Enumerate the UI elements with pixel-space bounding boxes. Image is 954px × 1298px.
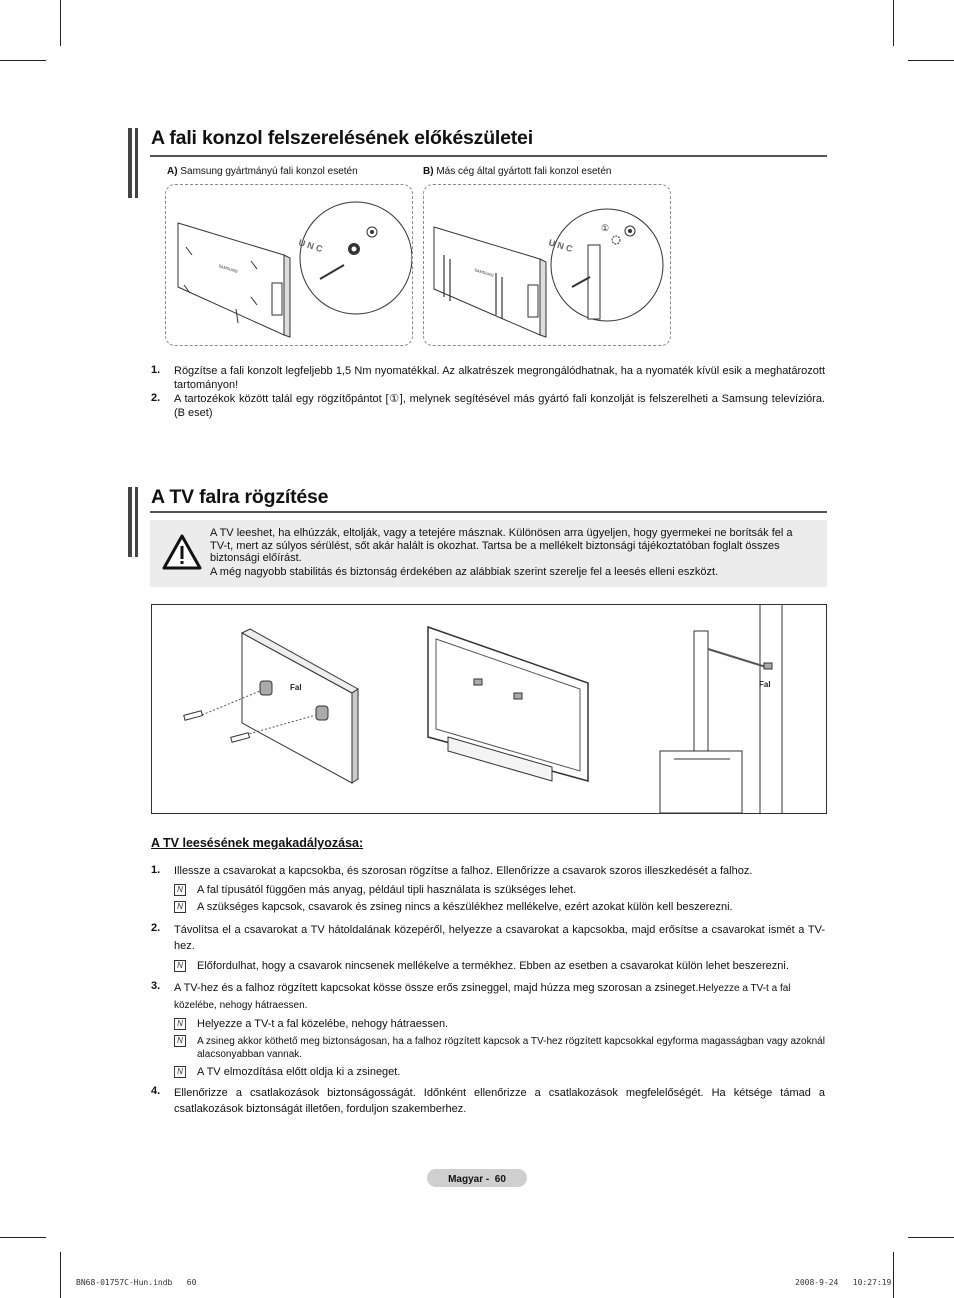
note-icon: N (174, 901, 186, 913)
svg-text:U N C: U N C (297, 237, 324, 255)
crop-mark (908, 60, 954, 61)
warning-text: A még nagyobb stabilitás és biztonság érdekében az alábbiak szerint szerelje fel a leesés elleni eszközt. (210, 566, 719, 578)
illustration-box-a (165, 184, 413, 346)
wall-mount-illustration-a (166, 185, 412, 345)
section-rule (150, 511, 827, 513)
section-marker-bar (135, 128, 138, 198)
section-title: A TV falra rögzítése (151, 486, 329, 508)
note-text: A szükséges kapcsok, csavarok és zsineg nincs a készülékhez mellékelve, ezért azokat külön kell beszerezni. (197, 901, 733, 913)
list-number: 1. (151, 364, 161, 376)
section-marker-bar (135, 487, 138, 557)
note-icon: N (174, 1018, 186, 1030)
crop-mark (60, 0, 61, 46)
tv-brand-label: SAMSUNG (473, 267, 495, 278)
caption-a-label: A) (167, 166, 178, 177)
note-text: A zsineg akkor köthető meg biztonságosan, ha a falhoz rögzített kapcsok a TV-hez rögzített kapcsokkal egyforma magasságban vagy azoknál alacsonyabban vannak. (197, 1036, 825, 1060)
illustration-box-b (423, 184, 671, 346)
page-number-badge (427, 1169, 527, 1187)
list-item-text-small: Helyezze a TV-t a fal közelébe, nehogy hátraessen. (174, 983, 791, 1011)
crop-mark (893, 1252, 894, 1298)
wall-label: Fal (759, 680, 771, 689)
crop-mark (0, 60, 46, 61)
warning-box (150, 520, 827, 587)
anti-fall-illustration (151, 604, 827, 814)
page-number: Magyar - 60 (448, 1174, 506, 1185)
caption-a (167, 166, 358, 177)
list-item-text: Távolítsa el a csavarokat a TV hátoldalának közepéről, helyezze a csavarokat a kapcsokba, majd erősítse a csavarokat ismét a TV-hez. (174, 924, 825, 952)
footer-timestamp: 2008-9-24 10:27:19 (795, 1278, 892, 1287)
list-number: 4. (151, 1085, 161, 1097)
circle-label: ① (601, 223, 610, 233)
note-text: A fal típusától függően más anyag, például tipli használata is szükséges lehet. (197, 884, 577, 896)
wall-label: Fal (290, 683, 302, 692)
list-item-text (174, 980, 825, 1014)
note-text: Előfordulhat, hogy a csavarok nincsenek mellékelve a termékhez. Ebben az esetben a csavarokat külön lehet beszerezni. (197, 960, 789, 972)
subheading: A TV leesésének megakadályozása: (151, 836, 364, 850)
caption-b (423, 166, 611, 177)
list-number: 2. (151, 392, 161, 404)
note-icon: N (174, 884, 186, 896)
list-number: 2. (151, 922, 161, 934)
caption-a-text: Samsung gyártmányú fali konzol esetén (180, 166, 358, 177)
warning-icon (162, 534, 202, 570)
crop-mark (0, 1237, 46, 1238)
crop-mark (908, 1237, 954, 1238)
list-item-text: Rögzítse a fali konzolt legfeljebb 1,5 Nm nyomatékkal. Az alkatrészek megrongálódhatnak, ha a nyomaték kívül esik a meghatározott tartományon! (174, 365, 825, 391)
warning-text: A TV leeshet, ha elhúzzák, eltolják, vagy a tetejére másznak. Különösen arra ügyeljen, hogy gyermekei ne borítsák fel a TV-t, mert az súlyos sérülést, sőt akár halált is okozhat. Tartsa be a mellékelt biztonsági tájékoztatóban foglalt összes biztonsági előírást. (210, 527, 793, 564)
wall-mount-illustration-b (424, 185, 670, 345)
section-rule (150, 155, 827, 157)
tv-brand-label: SAMSUNG (217, 263, 239, 274)
list-number: 3. (151, 980, 161, 992)
section-marker-bar (128, 487, 132, 557)
note-icon: N (174, 1066, 186, 1078)
list-item-text: A tartozékok között talál egy rögzítőpántot [①], melynek segítésével más gyártó fali konzolját is felszerelheti a Samsung televízióra. (B eset) (174, 393, 825, 419)
list-item-text: Ellenőrizze a csatlakozások biztonságosságát. Időnként ellenőrizze a csatlakozások megfelelőségét. Ha kétsége támad a csatlakozások biztonságát illetően, forduljon szakemberhez. (174, 1087, 825, 1115)
note-text: A TV elmozdítása előtt oldja ki a zsineget. (197, 1066, 401, 1078)
caption-b-label: B) (423, 166, 434, 177)
list-item-text-main: A TV-hez és a falhoz rögzített kapcsokat kösse össze erős zsineggel, majd húzza meg szorosan a zsineget. (174, 982, 699, 994)
crop-mark (893, 0, 894, 46)
caption-b-text: Más cég által gyártott fali konzol esetén (436, 166, 612, 177)
note-text: Helyezze a TV-t a fal közelébe, nehogy hátraessen. (197, 1018, 449, 1030)
anti-fall-drawing (152, 605, 826, 813)
section-marker-bar (128, 128, 132, 198)
section-title: A fali konzol felszerelésének előkészületei (151, 127, 533, 149)
note-icon: N (174, 960, 186, 972)
svg-text:U N C: U N C (547, 237, 574, 255)
footer-file-info: BN68-01757C-Hun.indb 60 (76, 1278, 197, 1287)
note-icon: N (174, 1035, 186, 1047)
list-item-text: Illessze a csavarokat a kapcsokba, és szorosan rögzítse a falhoz. Ellenőrizze a csavarok szoros illeszkedését a falhoz. (174, 865, 753, 877)
crop-mark (60, 1252, 61, 1298)
list-number: 1. (151, 864, 161, 876)
